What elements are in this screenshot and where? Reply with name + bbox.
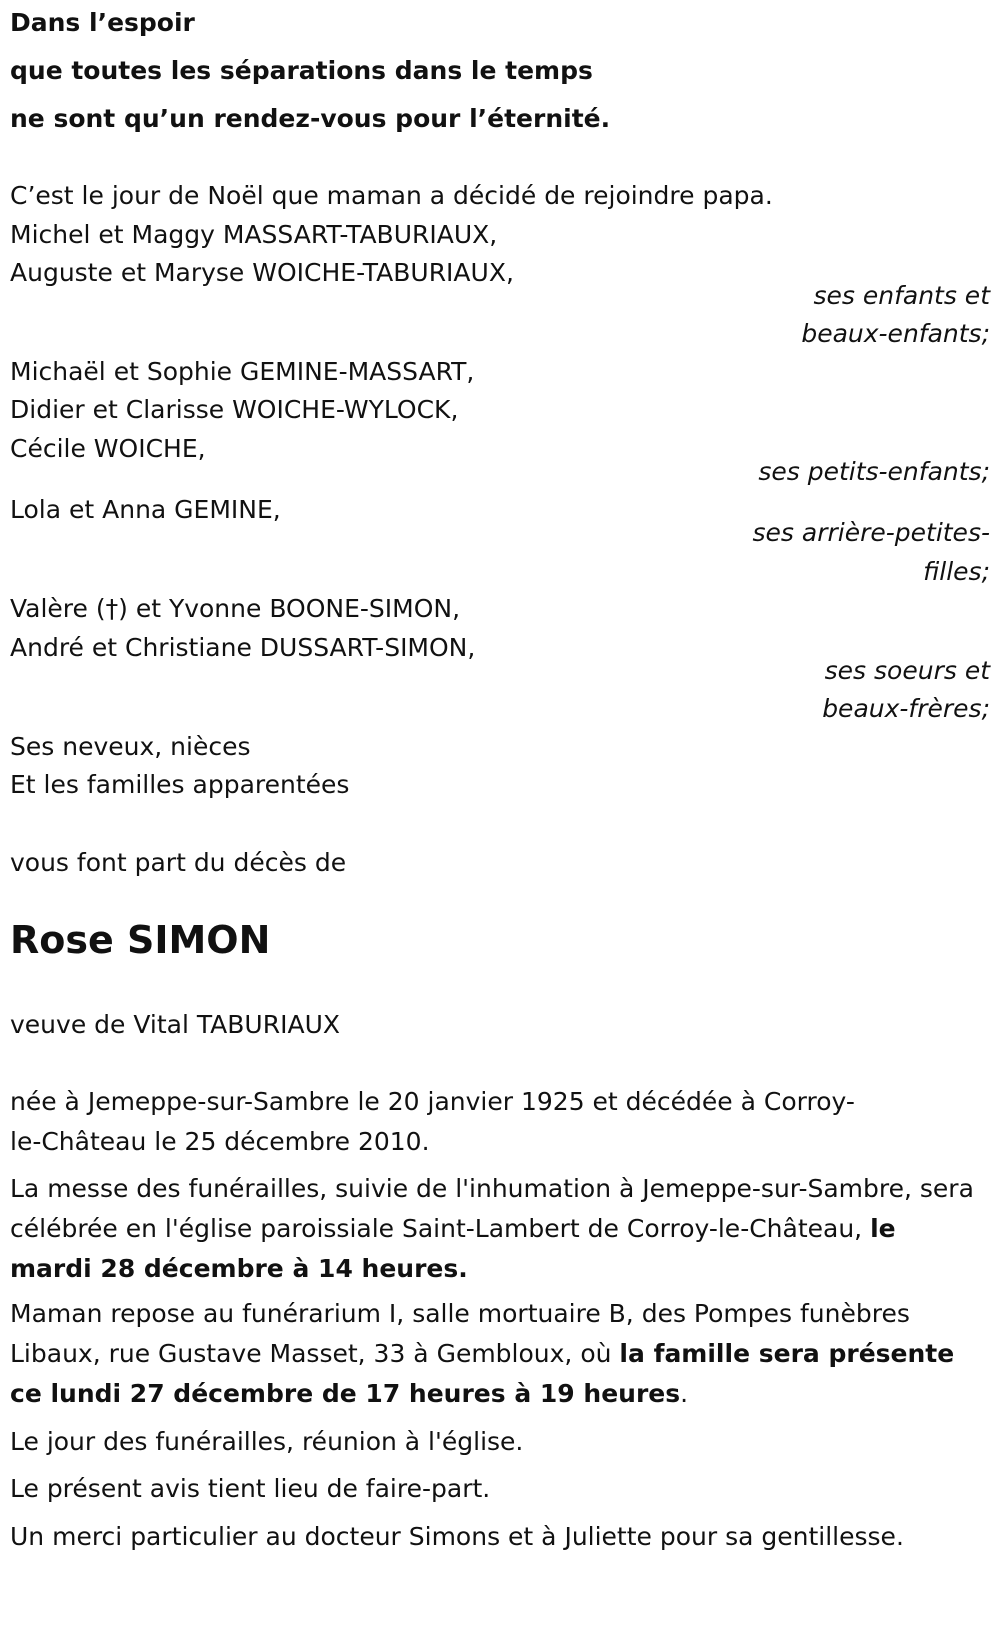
thanks-line: Un merci particulier au docteur Simons et à Juliette pour sa gentillesse. — [10, 1522, 904, 1551]
funeral-text: La messe des funérailles, suivie de l'inhumation à Jemeppe-sur-Sambre, sera célébrée en l'église paroissiale Saint-Lambert de Corroy-le-Château, — [10, 1174, 974, 1243]
visitation-hours: la famille sera présente ce lundi 27 décembre de 17 heures à 19 heures — [10, 1339, 955, 1408]
deceased-name: Rose SIMON — [10, 918, 271, 962]
children-role-2: beaux-enfants; — [801, 319, 990, 348]
notice-line: Le présent avis tient lieu de faire-part. — [10, 1474, 491, 1503]
announcement: vous font part du décès de — [10, 848, 347, 877]
others-line: Et les familles apparentées — [10, 770, 350, 799]
epigraph-line-2: que toutes les séparations dans le temps — [10, 56, 593, 85]
intro-line: C’est le jour de Noël que maman a décidé de rejoindre papa. — [10, 181, 773, 210]
grandchildren-role: ses petits-enfants; — [758, 457, 990, 486]
great-grandchild-name: Lola et Anna GEMINE, — [10, 495, 281, 524]
visitation-text: Maman repose au funérarium I, salle mortuaire B, des Pompes funèbres Libaux, rue Gustave Masset, 33 à Gembloux, où — [10, 1299, 910, 1368]
great-grandchildren-role-1: ses arrière-petites- — [752, 518, 990, 547]
grandchild-name: Didier et Clarisse WOICHE-WYLOCK, — [10, 395, 459, 424]
funeral-paragraph — [10, 1169, 985, 1289]
children-role-1: ses enfants et — [813, 281, 990, 310]
others-line: Ses neveux, nièces — [10, 732, 251, 761]
great-grandchildren-role-2: filles; — [923, 557, 990, 586]
visitation-paragraph — [10, 1294, 985, 1414]
sibling-name: André et Christiane DUSSART-SIMON, — [10, 633, 476, 662]
child-name: Michel et Maggy MASSART-TABURIAUX, — [10, 220, 498, 249]
grandchild-name: Michaël et Sophie GEMINE-MASSART, — [10, 357, 475, 386]
epigraph-line-3: ne sont qu’un rendez-vous pour l’éternité. — [10, 104, 611, 133]
siblings-role-2: beaux-frères; — [822, 694, 990, 723]
birth-death: née à Jemeppe-sur-Sambre le 20 janvier 1925 et décédée à Corroy-le-Château le 25 décembre 2010. — [10, 1087, 855, 1156]
grandchild-name: Cécile WOICHE, — [10, 434, 206, 463]
widow-of: veuve de Vital TABURIAUX — [10, 1010, 341, 1039]
siblings-role-1: ses soeurs et — [824, 656, 990, 685]
sibling-name: Valère (†) et Yvonne BOONE-SIMON, — [10, 594, 461, 623]
child-name: Auguste et Maryse WOICHE-TABURIAUX, — [10, 258, 514, 287]
epigraph-line-1: Dans l’espoir — [10, 8, 195, 37]
meeting-line: Le jour des funérailles, réunion à l'église. — [10, 1427, 524, 1456]
visitation-end: . — [680, 1379, 689, 1408]
funeral-datetime: le mardi 28 décembre à 14 heures. — [10, 1214, 896, 1283]
